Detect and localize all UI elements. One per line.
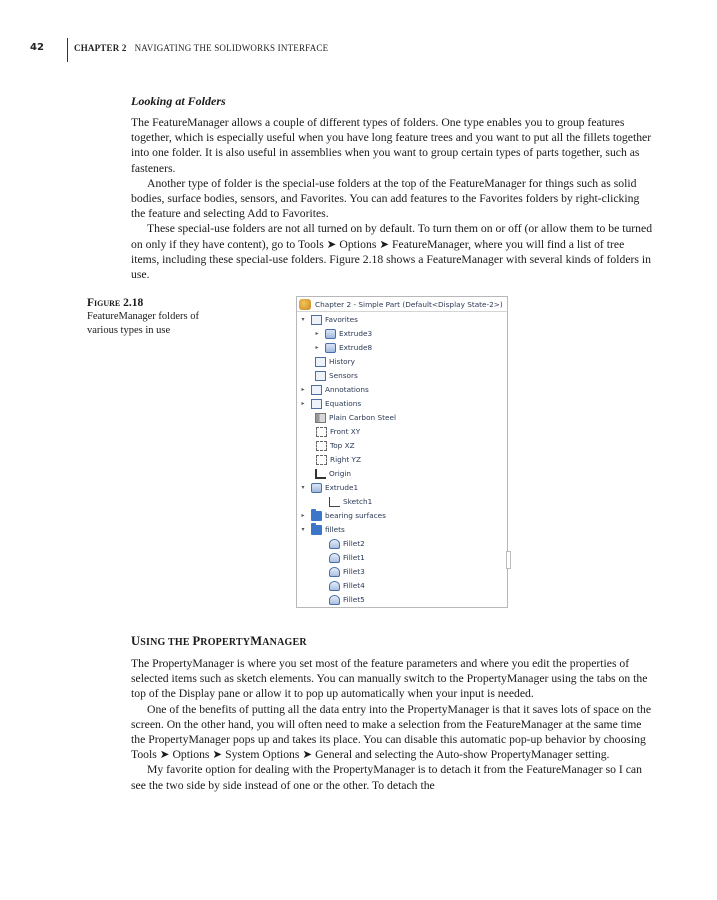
material-icon bbox=[315, 413, 326, 423]
section-body bbox=[131, 656, 653, 793]
tree-item-origin[interactable] bbox=[311, 467, 351, 480]
expand-toggle-icon[interactable]: ▸ bbox=[315, 330, 319, 337]
expand-toggle-icon[interactable]: ▸ bbox=[301, 386, 305, 393]
tree-item-label: Favorites bbox=[325, 314, 358, 324]
tree-item-fillet3[interactable] bbox=[325, 565, 365, 578]
tree-root[interactable] bbox=[299, 298, 503, 311]
favorites-folder-icon bbox=[311, 315, 322, 325]
fillet-icon bbox=[329, 581, 340, 591]
heading-cap: P bbox=[192, 634, 201, 648]
tree-item-label: Right YZ bbox=[330, 454, 361, 464]
tree-title: Chapter 2 - Simple Part (Default<Display State-2>) bbox=[315, 299, 503, 309]
expand-toggle-icon[interactable]: ▸ bbox=[301, 400, 305, 407]
tree-item-label: Fillet4 bbox=[343, 580, 365, 590]
fillet-icon bbox=[329, 567, 340, 577]
tree-item-top-plane[interactable] bbox=[311, 439, 355, 452]
tree-item-extrude8[interactable] bbox=[313, 341, 372, 354]
paragraph: These special-use folders are not all turned on by default. To turn them on or off (or allow them to be turned on only if they have content), go to Tools ➤ Options ➤ FeatureManager, where you will find a list of tree items, including these special-use folders. Figure 2.18 shows a FeatureManager with several kinds of folders in use. bbox=[131, 222, 653, 282]
tree-item-favorites[interactable] bbox=[299, 313, 358, 326]
subsection-heading: Looking at Folders bbox=[131, 94, 226, 108]
sensor-icon bbox=[315, 371, 326, 381]
origin-icon bbox=[315, 469, 326, 479]
tree-item-label: Sensors bbox=[329, 370, 358, 380]
featuremanager-tree bbox=[296, 296, 508, 608]
tree-item-label: Sketch1 bbox=[343, 496, 373, 506]
plane-icon bbox=[316, 427, 327, 437]
tree-item-history[interactable] bbox=[311, 355, 355, 368]
running-head-divider bbox=[67, 38, 68, 62]
paragraph: The PropertyManager is where you set most of the feature parameters and where you edit the properties of selected items such as sketch elements. You can manually switch to the PropertyManager using the tabs on the top of the Display pane or allow it to pop up automatically when your input is needed. bbox=[131, 657, 648, 701]
expand-toggle-icon[interactable]: ▸ bbox=[315, 344, 319, 351]
section-heading bbox=[131, 634, 307, 649]
tree-item-annotations[interactable] bbox=[299, 383, 369, 396]
tree-item-right-plane[interactable] bbox=[311, 453, 361, 466]
extrude-icon bbox=[325, 329, 336, 339]
paragraph: My favorite option for dealing with the PropertyManager is to detach it from the FeatureManager so I can see the two side by side instead of one or the other. To detach the bbox=[131, 763, 642, 792]
tree-item-label: Plain Carbon Steel bbox=[329, 412, 396, 422]
heading-smallcaps: ANAGER bbox=[262, 637, 307, 648]
equations-icon bbox=[311, 399, 322, 409]
tree-item-label: fillets bbox=[325, 524, 345, 534]
plane-icon bbox=[316, 441, 327, 451]
tree-item-label: Fillet1 bbox=[343, 552, 365, 562]
heading-cap: M bbox=[250, 634, 263, 648]
history-icon bbox=[315, 357, 326, 367]
tree-item-extrude3[interactable] bbox=[313, 327, 372, 340]
fillet-icon bbox=[329, 553, 340, 563]
plane-icon bbox=[316, 455, 327, 465]
tree-item-label: Fillet3 bbox=[343, 566, 365, 576]
paragraph: Another type of folder is the special-use folders at the top of the FeatureManager for things such as solid bodies, surface bodies, sensors, and Favorites. You can add features to the Favorites folders by right-clicking the feature and selecting Add to Favorites. bbox=[131, 176, 640, 221]
tree-item-label: History bbox=[329, 356, 355, 366]
tree-divider bbox=[297, 311, 507, 312]
chapter-label: CHAPTER 2 bbox=[74, 43, 127, 53]
chapter-title bbox=[74, 43, 328, 53]
tree-item-label: Origin bbox=[329, 468, 352, 478]
tree-item-fillet2[interactable] bbox=[325, 537, 365, 550]
heading-cap: U bbox=[131, 634, 141, 648]
panel-resize-handle[interactable] bbox=[506, 551, 511, 569]
sketch-icon bbox=[329, 497, 340, 507]
tree-item-equations[interactable] bbox=[299, 397, 361, 410]
figure-caption bbox=[87, 296, 227, 338]
part-icon bbox=[299, 299, 311, 310]
tree-item-label: Annotations bbox=[325, 384, 369, 394]
tree-item-sketch1[interactable] bbox=[325, 495, 372, 508]
running-head bbox=[0, 38, 717, 62]
paragraph: One of the benefits of putting all the data entry into the PropertyManager is that it saves lots of space on the screen. On the other hand, you will often need to make a selection from the FeatureManager at the same time the PropertyManager pops up and takes its place. You can disable this automatic pop-up behavior by choosing Tools ➤ Options ➤ System Options ➤ General and selecting the Auto-show PropertyManager setting. bbox=[131, 702, 652, 762]
tree-item-fillets-folder[interactable] bbox=[299, 523, 345, 536]
tree-item-label: Front XY bbox=[330, 426, 361, 436]
tree-item-extrude1[interactable] bbox=[299, 481, 358, 494]
tree-item-label: Equations bbox=[325, 398, 362, 408]
chapter-name: NAVIGATING THE SOLIDWORKS INTERFACE bbox=[134, 43, 329, 53]
tree-item-bearing-surfaces[interactable] bbox=[299, 509, 386, 522]
collapse-toggle-icon[interactable]: ▾ bbox=[301, 316, 305, 323]
paragraph: The FeatureManager allows a couple of different types of folders. One type enables you to group features together, which is especially useful when you have long feature trees and you want to put all the fillets together into one folder. It is also useful in assemblies when you want to group certain types of parts together, such as fasteners. bbox=[131, 116, 652, 175]
tree-item-label: Extrude1 bbox=[325, 482, 359, 492]
fillet-icon bbox=[329, 595, 340, 605]
tree-item-fillet5[interactable] bbox=[325, 593, 365, 606]
heading-smallcaps: SING THE bbox=[140, 637, 193, 648]
collapse-toggle-icon[interactable]: ▾ bbox=[301, 484, 305, 491]
heading-smallcaps: ROPERTY bbox=[200, 637, 251, 648]
fillet-icon bbox=[329, 539, 340, 549]
tree-item-label: Extrude8 bbox=[339, 342, 373, 352]
expand-toggle-icon[interactable]: ▸ bbox=[301, 512, 305, 519]
tree-item-material[interactable] bbox=[311, 411, 396, 424]
extrude-icon bbox=[325, 343, 336, 353]
figure-number: Figure 2.18 bbox=[87, 297, 144, 309]
extrude-icon bbox=[311, 483, 322, 493]
tree-item-label: Fillet5 bbox=[343, 594, 365, 604]
figure-caption-text: FeatureManager folders of various types in use bbox=[87, 311, 199, 336]
collapse-toggle-icon[interactable]: ▾ bbox=[301, 526, 305, 533]
tree-item-front-plane[interactable] bbox=[311, 425, 360, 438]
folder-icon bbox=[311, 525, 322, 535]
tree-item-label: Top XZ bbox=[330, 440, 355, 450]
folder-icon bbox=[311, 511, 322, 521]
tree-item-label: Fillet2 bbox=[343, 538, 365, 548]
tree-item-sensors[interactable] bbox=[311, 369, 358, 382]
annotations-icon bbox=[311, 385, 322, 395]
tree-item-fillet4[interactable] bbox=[325, 579, 365, 592]
subsection-body bbox=[131, 115, 653, 282]
tree-item-label: Extrude3 bbox=[339, 328, 373, 338]
page-number: 42 bbox=[30, 42, 44, 53]
tree-item-label: bearing surfaces bbox=[325, 510, 386, 520]
tree-item-fillet1[interactable] bbox=[325, 551, 365, 564]
